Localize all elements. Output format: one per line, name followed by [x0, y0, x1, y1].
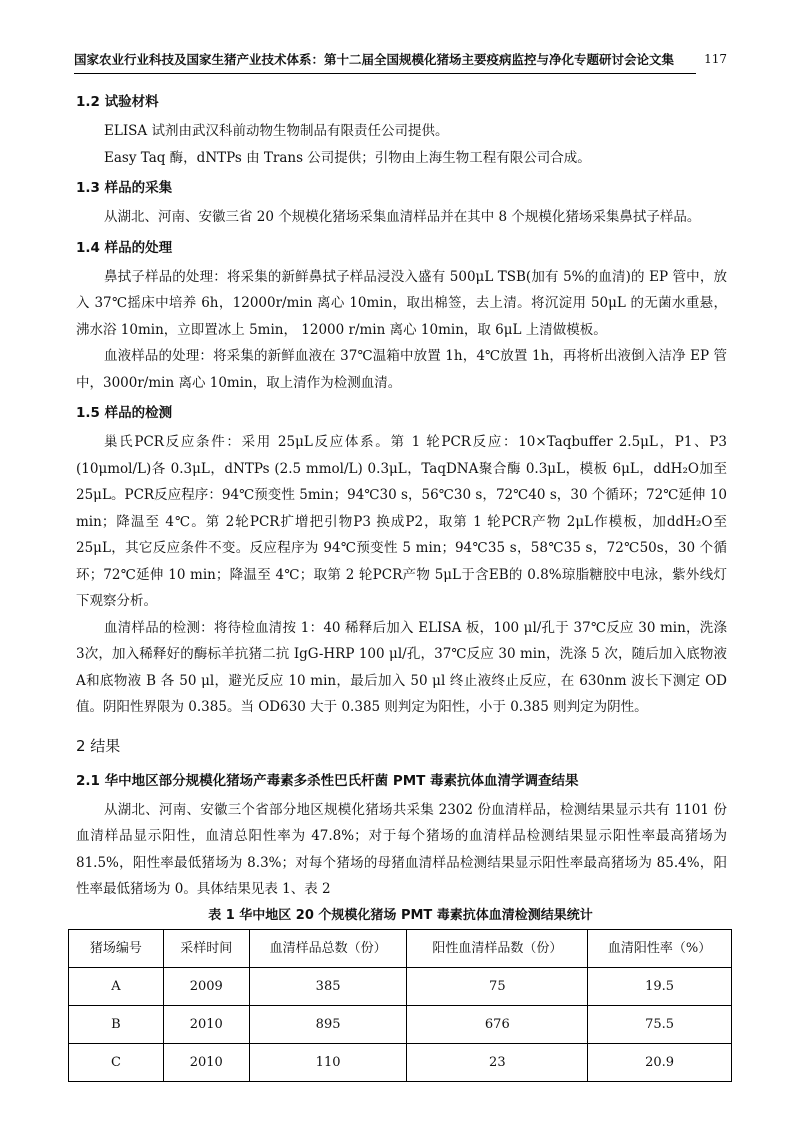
paragraph-line: 从湖北、河南、安徽三省 20 个规模化猪场采集血清样品并在其中 8 个规模化猪场采集鼻拭子样品。: [104, 209, 701, 225]
paragraph: [76, 429, 727, 615]
table-cell: 23: [407, 1043, 588, 1081]
section-heading: 1.3 样品的采集: [76, 180, 173, 196]
table-cell: 75: [407, 967, 588, 1005]
chapter-heading: 2 结果: [76, 736, 121, 755]
paragraph-line: 和底物液 B 各 50 μl，避光反应 10 min，最后加入 50 μl 终止液终止反应，在 630nm 波长下测定 OD 值。: [76, 672, 727, 715]
paragraph-line: 血液样品的处理：将采集的新鲜血液在 37℃温箱中放置 1h，4℃放置 1h，再将析出液倒入洁净 EP 管中，: [76, 348, 727, 391]
column-header: 采样时间: [163, 929, 249, 967]
paragraph-line: 次，加入稀释好的酶标羊抗猪二抗 IgG-HRP 100 μl/孔，37℃反应 30 min，洗涤 5 次，随后加入底物液 A: [76, 646, 727, 689]
table-cell: A: [69, 967, 164, 1005]
table-cell: 75.5: [588, 1005, 732, 1043]
running-header-row: [74, 52, 727, 74]
table-cell: 676: [407, 1005, 588, 1043]
paragraph-line: 入 37℃摇床中培养 6h，12000r/min 离心 10min，取出棉签，去上清。将沉淀用 50μL 的无菌水重悬，沸: [76, 295, 727, 338]
paragraph-line: 序：94℃预变性 5min；94℃30 s，56℃30 s，72℃40 s，30 个循环；72℃延伸 10 min；降温至 4℃。第 2: [76, 487, 727, 530]
page-number: 117: [704, 52, 727, 66]
section-heading: 1.4 样品的处理: [76, 239, 173, 256]
section-heading: 1.2 试验材料: [76, 94, 159, 110]
paragraph-line: 程序为 94℃预变性 5 min；94℃35 s，58℃35 s，72℃50s，30 个循环；72℃延伸 10 min；降温至 4℃；: [76, 540, 727, 583]
paragraph-line: ELISA 试剂由武汉科前动物生物制品有限责任公司提供。: [104, 123, 449, 139]
table-cell: 2010: [163, 1005, 249, 1043]
paragraph: [76, 264, 727, 344]
table-row: [69, 1043, 732, 1081]
paragraph-line: 血清样品显示阳性，血清总阳性率为 47.8%；对于每个猪场的血清样品检测结果显示阳性率最高猪场为: [76, 828, 727, 844]
table-cell: C: [69, 1043, 164, 1081]
paragraph: [76, 797, 727, 903]
table-cell: 2010: [163, 1043, 249, 1081]
column-header: 血清阳性率（%）: [588, 929, 732, 967]
section-heading: 2.1 华中地区部分规模化猪场产毒素多杀性巴氏杆菌 PMT 毒素抗体血清学调查结果: [76, 772, 579, 789]
running-header: 国家农业行业科技及国家生猪产业技术体系：第十二届全国规模化猪场主要疫病监控与净化专题研讨会论文集: [74, 52, 696, 74]
paragraph: [76, 118, 727, 145]
paragraph: [76, 343, 727, 396]
paragraph-line: 性率最低猪场为 0。具体结果见表 1、表 2: [76, 881, 331, 897]
paragraph: [76, 615, 727, 721]
paragraph: [76, 204, 727, 231]
column-header: 血清样品总数（份）: [249, 929, 407, 967]
table-cell: 20.9: [588, 1043, 732, 1081]
table-cell: 2009: [163, 967, 249, 1005]
paragraph-line: 3000r/min 离心 10min，取上清作为检测血清。: [103, 374, 402, 391]
table-header-row: [69, 929, 732, 967]
paragraph: [76, 145, 727, 172]
paragraph-line: Easy Taq 酶，dNTPs 由 Trans 公司提供；引物由上海生物工程有限公司合成。: [104, 149, 591, 166]
paragraph-line: 81.5%，阳性率最低猪场为 8.3%；对每个猪场的母猪血清样品检测结果显示阳性率最高猪场为 85.4%，阳: [76, 854, 727, 871]
column-header: 阳性血清样品数（份）: [407, 929, 588, 967]
paragraph-line: 血清样品的检测：将待检血清按 1：40 稀释后加入 ELISA 板，100 μl/孔于 37℃反应 30 min，洗涤 3: [76, 619, 727, 662]
paragraph-line: 轮PCR扩增把引物P3 换成P2，取第 1 轮PCR产物 2μL作模板，加ddH₂O至 25μL，其它反应条件不变。反应: [76, 513, 727, 556]
paragraph-line: 取第 2 轮PCR产物 5μL于含EB的 0.8%琼脂糖胶中电泳，紫外线灯下观察分析。: [76, 566, 727, 609]
table-row: [69, 967, 732, 1005]
paragraph-line: 各 0.3μL，dNTPs (2.5 mmol/L) 0.3μL，TaqDNA聚合酶 0.3μL，模板 6μL，ddH₂O加至 25μL。PCR反应程: [76, 460, 727, 503]
table-cell: 385: [249, 967, 407, 1005]
results-table: [68, 929, 732, 1082]
paragraph-line: 鼻拭子样品的处理：将采集的新鲜鼻拭子样品浸没入盛有 500μL TSB(加有 5%的血清)的 EP 管中，放: [104, 268, 727, 285]
table-cell: 19.5: [588, 967, 732, 1005]
section-heading: 1.5 样品的检测: [76, 405, 173, 421]
column-header: 猪场编号: [69, 929, 164, 967]
paragraph-line: 阴阳性界限为 0.385。当 OD630 大于 0.385 则判定为阳性，小于 0.385 则判定为阴性。: [103, 699, 648, 715]
table-cell: 895: [249, 1005, 407, 1043]
paragraph-line: 巢氏PCR反应条件：采用 25μL反应体系。第 1 轮PCR反应：10×Taqbuffer 2.5μL，P1、P3 (10μmol/L): [76, 434, 727, 477]
table-caption: 表 1 华中地区 20 个规模化猪场 PMT 毒素抗体血清检测结果统计: [208, 907, 593, 923]
table-cell: B: [69, 1005, 164, 1043]
table-row: [69, 1005, 732, 1043]
paragraph-line: 水浴 10min，立即置冰上 5min， 12000 r/min 离心 10min，取 6μL 上清做模板。: [89, 321, 607, 338]
table-cell: 110: [249, 1043, 407, 1081]
paragraph-line: 从湖北、河南、安徽三个省部分地区规模化猪场共采集 2302 份血清样品，检测结果显示共有 1101 份: [104, 801, 727, 818]
